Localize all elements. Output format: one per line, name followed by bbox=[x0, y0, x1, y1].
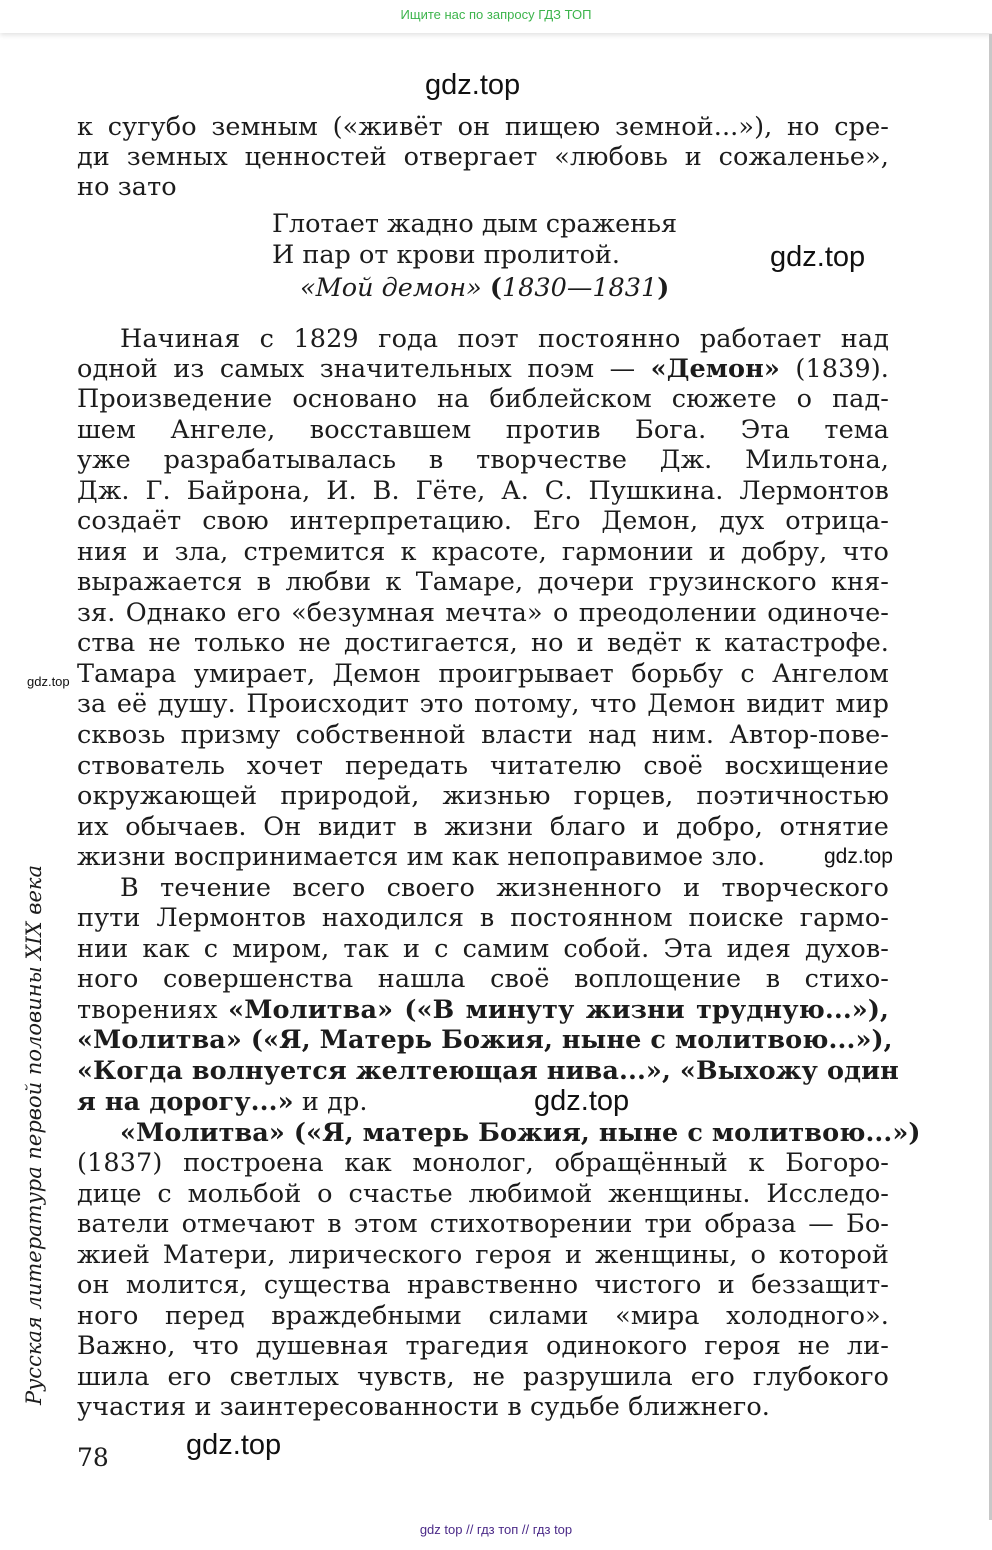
text-line: выражается в любви к Тамаре, дочери грузинского кня- bbox=[77, 567, 889, 597]
text-line: за её душу. Происходит это потому, что Демон видит мир bbox=[77, 689, 889, 719]
watermark: gdz.top bbox=[824, 845, 893, 868]
text-run: одной из самых значительных поэм — bbox=[77, 354, 636, 384]
footer-links: gdz top // гдз топ // гдз top bbox=[419, 1522, 573, 1537]
text-line: ства не только не достигается, но и ведёт к катастрофе. bbox=[77, 628, 889, 658]
text-line: их обычаев. Он видит в жизни благо и добро, отнятие bbox=[77, 812, 889, 842]
text-line: ватели отмечают в этом стихотворении три образа — Бо- bbox=[77, 1209, 889, 1239]
text-line: Важно, что душевная трагедия одинокого героя не ли- bbox=[77, 1331, 889, 1361]
watermark: gdz.top bbox=[425, 69, 521, 101]
watermark: gdz.top bbox=[186, 1429, 282, 1461]
text-line bbox=[77, 995, 889, 1026]
text-line: пути Лермонтов находился в постоянном поиске гармо- bbox=[77, 903, 889, 933]
text-line: жией Матери, лирического героя и женщины, о которой bbox=[77, 1240, 889, 1270]
source-years: 1830—1831 bbox=[501, 273, 658, 303]
work-title: «Молитва» («Я, матерь Божия, ныне с молитвою...») bbox=[120, 1118, 921, 1148]
text-line: ния и зла, стремится к красоте, гармонии и добру, что bbox=[77, 537, 889, 567]
text-line: создаёт свою интерпретацию. Его Демон, дух отрица- bbox=[77, 506, 889, 536]
text-line: Начиная с 1829 года поэт постоянно работает над bbox=[120, 324, 889, 354]
text-line: дице с мольбой о счастье любимой женщины. Исследо- bbox=[77, 1179, 889, 1209]
text-line bbox=[120, 1118, 921, 1149]
watermark: gdz.top bbox=[27, 674, 70, 689]
text-line: зя. Однако его «безумная мечта» о преодолении одиноче- bbox=[77, 598, 889, 628]
text-line: ного совершенства нашла своё воплощение в стихо- bbox=[77, 964, 889, 994]
text-line: участия и заинтересованности в судьбе ближнего. bbox=[77, 1392, 770, 1422]
source-bracket: ) bbox=[657, 273, 670, 303]
source-title: «Мой демон» bbox=[300, 273, 482, 303]
text-line bbox=[77, 354, 889, 385]
work-title: «Демон» bbox=[650, 354, 780, 384]
text-line: к сугубо земным («живёт он пищею земной...»), но сре- bbox=[77, 112, 889, 142]
text-run: (1839). bbox=[795, 354, 889, 384]
text-line: В течение всего своего жизненного и творческого bbox=[120, 873, 889, 903]
text-line: окружающей природой, жизнью горцев, поэтичностью bbox=[77, 781, 889, 811]
text-line: Тамара умирает, Демон проигрывает борьбу с Ангелом bbox=[77, 659, 889, 689]
work-title: «Когда волнуется желтеющая нива...», «Выхожу один bbox=[77, 1056, 899, 1086]
banner-text: Ищите нас по запросу ГДЗ ТОП bbox=[400, 7, 592, 22]
top-banner bbox=[0, 0, 992, 33]
work-title: «Молитва» («Я, Матерь Божия, ныне с молитвою...»), bbox=[77, 1025, 893, 1055]
side-caption: Русская литература первой половины XIX века bbox=[22, 865, 46, 1405]
text-line: жизни воспринимается им как непоправимое зло. bbox=[77, 842, 766, 872]
text-line: шила его светлых чувств, не разрушила его глубокого bbox=[77, 1362, 889, 1392]
page-number: 78 bbox=[77, 1443, 109, 1472]
text-line: (1837) построена как монолог, обращённый к Богоро- bbox=[77, 1148, 889, 1178]
work-title: «Молитва» («В минуту жизни трудную...»), bbox=[228, 995, 889, 1025]
text-line: уже разрабатывалась в творчестве Дж. Мильтона, bbox=[77, 445, 889, 475]
text-line: нии как с миром, так и с самим собой. Эта идея духов- bbox=[77, 934, 889, 964]
text-line: ного перед враждебными силами «мира холодного». bbox=[77, 1301, 889, 1331]
verse-source bbox=[300, 273, 669, 304]
source-bracket: ( bbox=[489, 273, 502, 303]
watermark: gdz.top bbox=[770, 241, 866, 273]
text-line bbox=[77, 1025, 893, 1056]
text-line: Произведение основано на библейском сюжете о пад- bbox=[77, 384, 889, 414]
verse-line: Глотает жадно дым сраженья bbox=[272, 209, 678, 239]
text-run: и др. bbox=[301, 1087, 368, 1117]
text-line: ствователь хочет передать читателю своё восхищение bbox=[77, 751, 889, 781]
watermark: gdz.top bbox=[534, 1085, 630, 1117]
text-run: творениях bbox=[77, 995, 218, 1025]
text-line: но зато bbox=[77, 172, 177, 202]
text-line: сквозь призму собственной власти над ним. Автор-пове- bbox=[77, 720, 889, 750]
work-title: я на дорогу...» bbox=[77, 1087, 294, 1117]
text-line bbox=[77, 1056, 899, 1087]
text-line: ди земных ценностей отвергает «любовь и сожаленье», bbox=[77, 142, 889, 172]
text-line: Дж. Г. Байрона, И. В. Гёте, А. С. Пушкина. Лермонтов bbox=[77, 476, 889, 506]
text-line: шем Ангеле, восставшем против Бога. Эта тема bbox=[77, 415, 889, 445]
verse-line: И пар от крови пролитой. bbox=[272, 240, 621, 270]
text-line bbox=[77, 1087, 889, 1118]
text-line: он молится, существа нравственно чистого и беззащит- bbox=[77, 1270, 889, 1300]
